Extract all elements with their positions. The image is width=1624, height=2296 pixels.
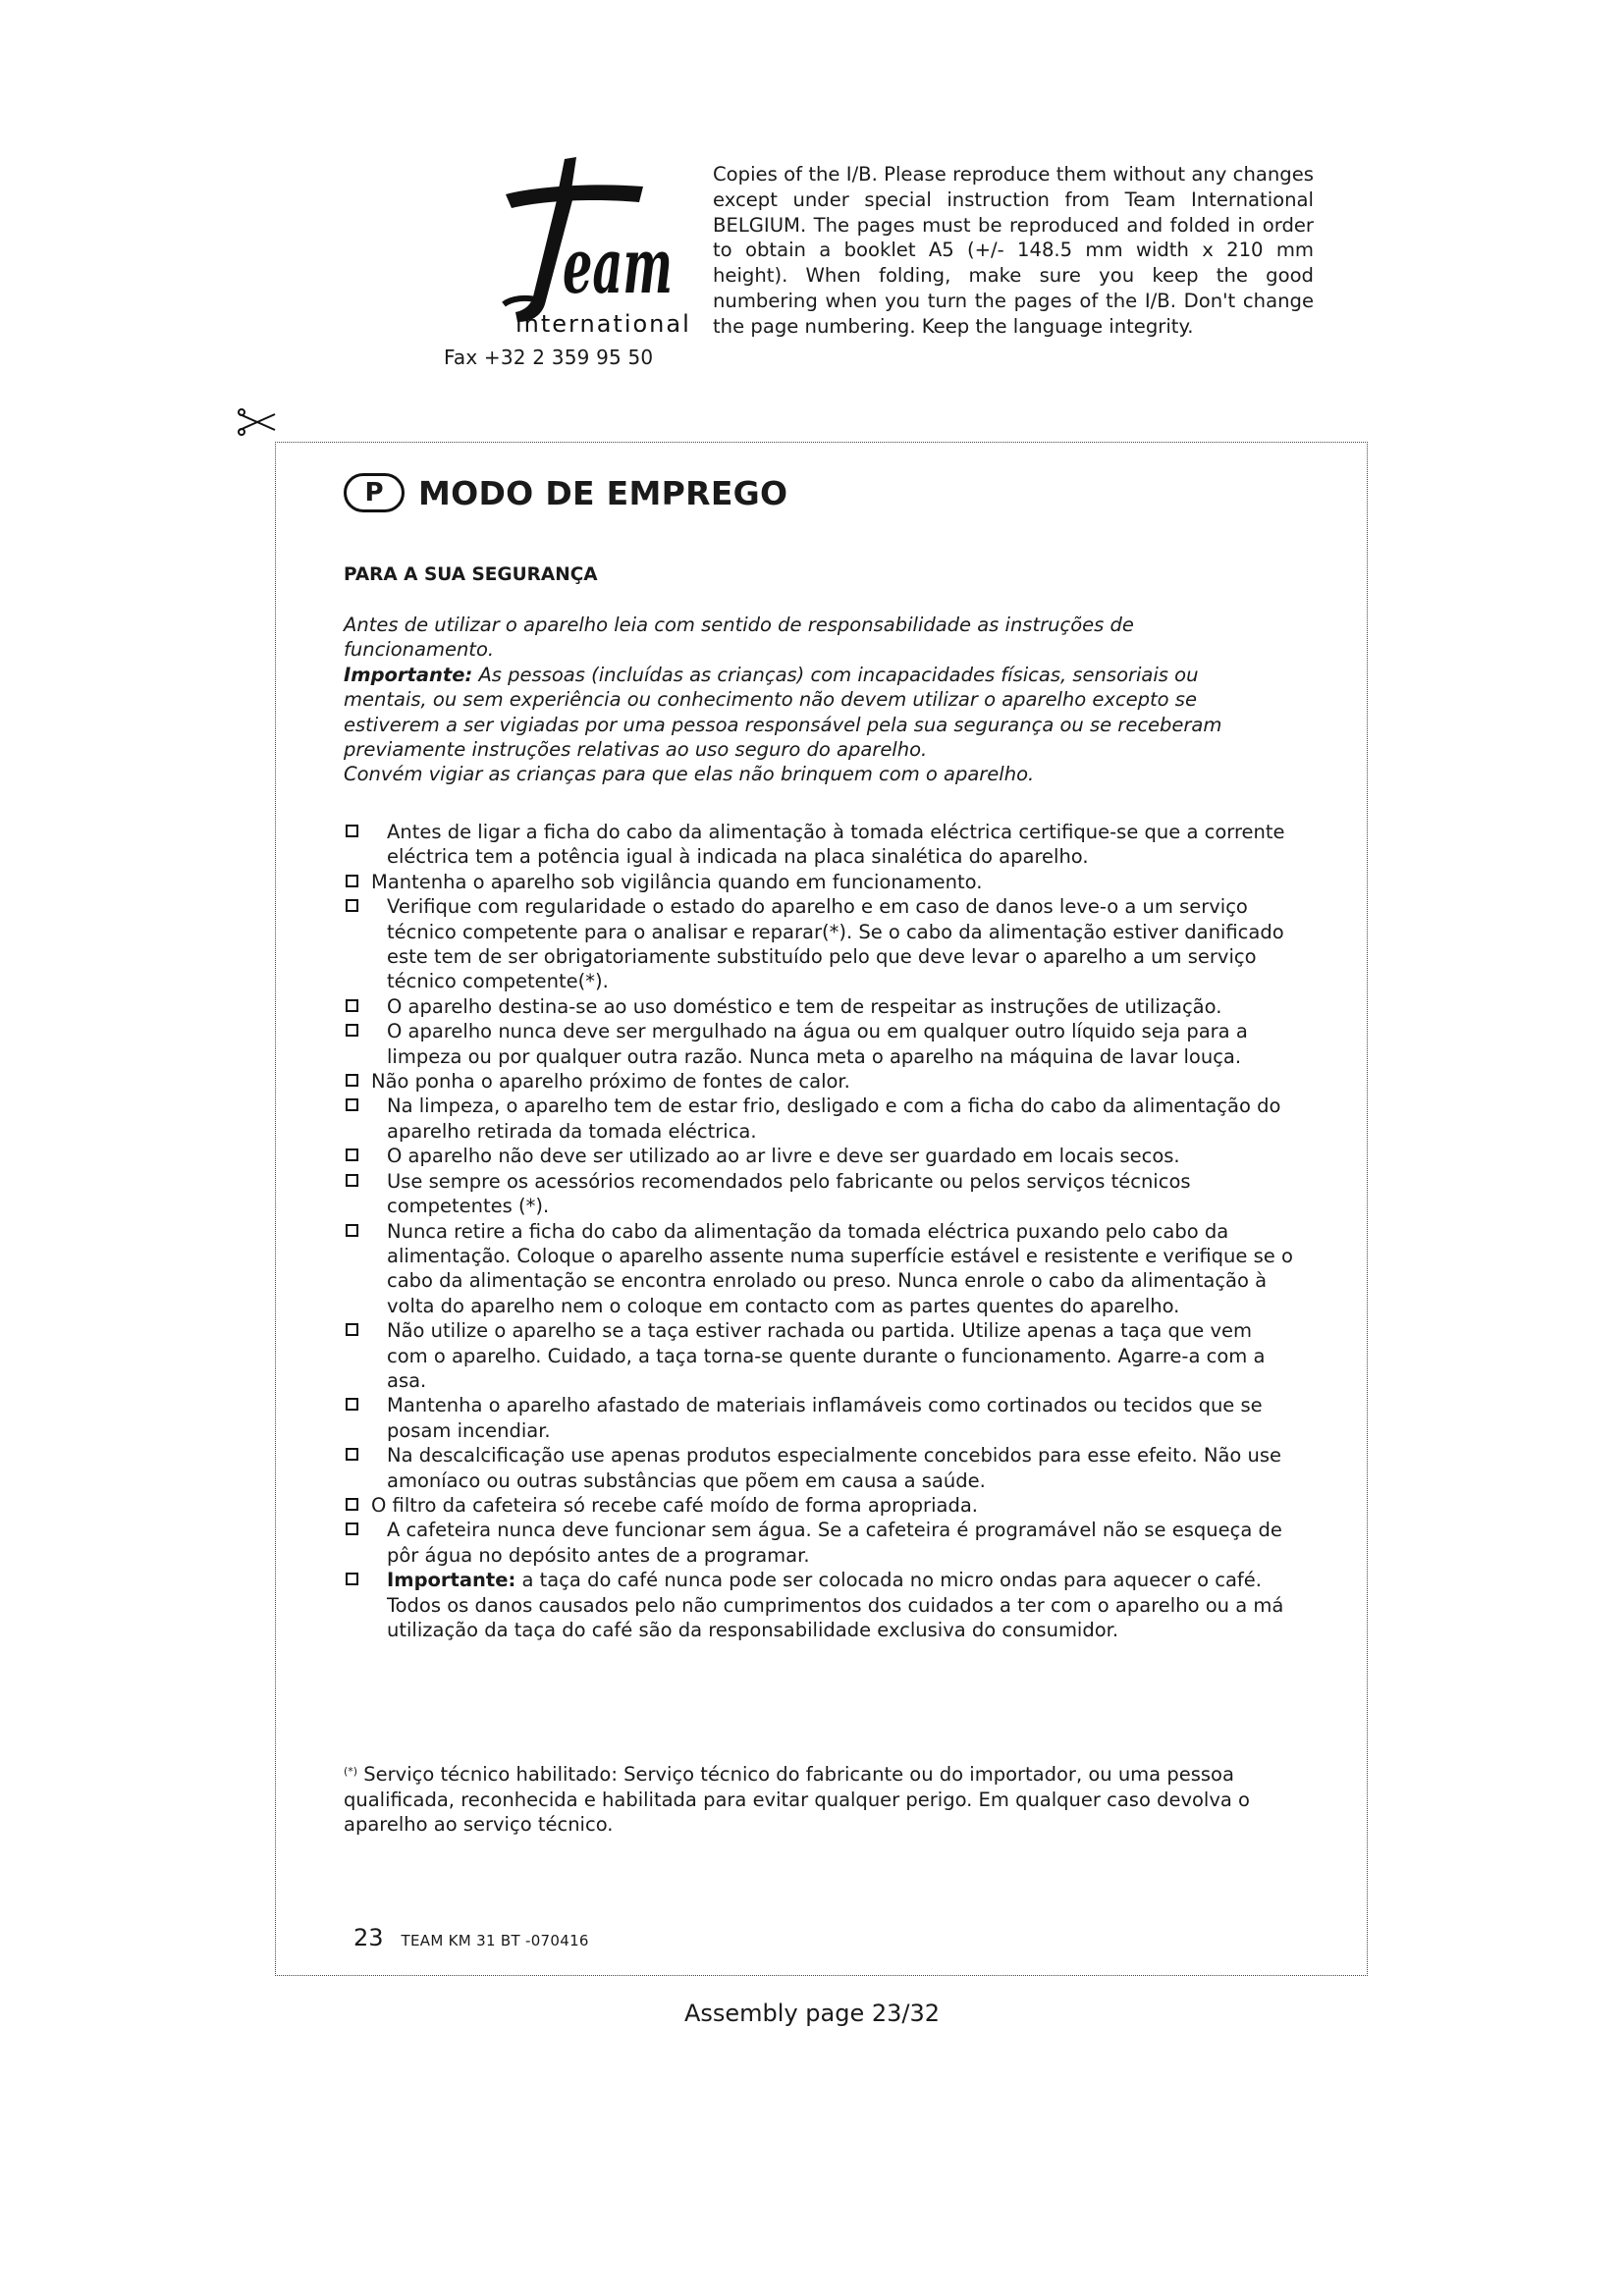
important-label: Importante:	[387, 1569, 516, 1592]
checkbox-icon	[346, 1448, 358, 1461]
list-item-text: O aparelho não deve ser utilizado ao ar livre e deve ser guardado em locais secos.	[387, 1145, 1180, 1168]
list-item	[344, 1219, 1296, 1319]
checkbox-icon	[346, 1498, 358, 1511]
list-item	[344, 1094, 1296, 1144]
list-item-text: Mantenha o aparelho afastado de materiais inflamáveis como cortinados ou tecidos que se posam incendiar.	[387, 1394, 1263, 1442]
important-label: Importante:	[344, 663, 473, 686]
checkbox-icon	[346, 1522, 358, 1535]
list-item	[344, 1144, 1296, 1168]
reproduction-instructions: Copies of the I/B. Please reproduce them without any changes except under special instruction from Team International BELGIUM. The pages must be reproduced and folded in order to obtain a booklet A5 (+/- 148.5 mm width x 210 mm height). When folding, make sure you keep the good numbering when you turn the pages of the I/B. Don't change the page numbering. Keep the language integrity.	[713, 163, 1314, 338]
footnote-mark: (*)	[344, 1765, 358, 1778]
list-item-text: Use sempre os acessórios recomendados pelo fabricante ou pelos serviços técnicos competentes (*).	[387, 1169, 1191, 1218]
list-item-text: Na descalcificação use apenas produtos especialmente concebidos para esse efeito. Não use amoníaco ou outras substâncias que põem em causa a saúde.	[387, 1444, 1282, 1492]
children-paragraph: Convém vigiar as crianças para que elas não brinquem com o aparelho.	[344, 763, 1035, 786]
checkbox-icon	[346, 1174, 358, 1187]
footnote	[344, 1762, 1304, 1838]
important-paragraph	[344, 663, 1267, 763]
list-item-text: A cafeteira nunca deve funcionar sem água. Se a cafeteira é programável não se esqueça de pôr água no depósito antes de a programar.	[387, 1519, 1282, 1567]
section-heading: PARA A SUA SEGURANÇA	[344, 564, 598, 585]
page-title-row	[344, 469, 787, 516]
list-item	[344, 1443, 1296, 1493]
list-item	[344, 820, 1296, 870]
svg-text:eam: eam	[563, 222, 673, 311]
list-item	[344, 994, 1296, 1019]
assembly-page-label: Assembly page 23/32	[683, 2000, 941, 2027]
important-text: As pessoas (incluídas as crianças) com incapacidades físicas, sensoriais ou mentais, ou sem experiência ou conhecimento não devem utilizar o aparelho excepto se estiverem a ser vigiadas por uma pessoa responsável pela sua segurança ou se receberam previamente instruções relativas ao uso seguro do aparelho.	[344, 663, 1222, 762]
list-item	[344, 1019, 1296, 1069]
list-item	[344, 1493, 1296, 1518]
list-item	[344, 1393, 1296, 1443]
list-item-text: Na limpeza, o aparelho tem de estar frio, desligado e com a ficha do cabo da alimentação do aparelho retirada da tomada eléctrica.	[387, 1095, 1281, 1143]
checkbox-icon	[346, 1098, 358, 1111]
list-item	[344, 1568, 1296, 1642]
language-badge: P	[344, 473, 405, 512]
checkbox-icon	[346, 1148, 358, 1161]
checkbox-icon	[346, 999, 358, 1012]
list-item	[344, 870, 1296, 894]
list-item	[344, 1318, 1296, 1393]
list-item	[344, 1518, 1296, 1568]
checkbox-icon	[346, 875, 358, 887]
checkbox-icon	[346, 1224, 358, 1237]
safety-list	[344, 820, 1296, 1642]
list-item-text: a taça do café nunca pode ser colocada no micro ondas para aquecer o café. Todos os danos causados pelo não cumprimentos dos cuidados a ter com o aparelho ou a má utilização da taça do café são da responsabilidade exclusiva do consumidor.	[387, 1569, 1284, 1641]
list-item-text: Mantenha o aparelho sob vigilância quando em funcionamento.	[371, 870, 983, 893]
footnote-text: Serviço técnico habilitado: Serviço técnico do fabricante ou do importador, ou uma pessoa qualificada, reconhecida e habilitada para evitar qualquer perigo. Em qualquer caso devolva o aparelho ao serviço técnico.	[344, 1763, 1250, 1837]
list-item	[344, 1069, 1296, 1094]
list-item-text: Verifique com regularidade o estado do aparelho e em caso de danos leve-o a um serviço técnico competente para o analisar e reparar(*). Se o cabo da alimentação estiver danificado este tem de ser obrigatoriamente substituído pelo que deve levar o aparelho a um serviço técnico competente(*).	[387, 895, 1284, 993]
list-item	[344, 894, 1296, 994]
model-code: TEAM KM 31 BT -070416	[401, 1932, 589, 1949]
list-item-text: O aparelho destina-se ao uso doméstico e tem de respeitar as instruções de utilização.	[387, 994, 1222, 1018]
checkbox-icon	[346, 1074, 358, 1087]
intro-text	[344, 613, 1267, 787]
team-international-logo	[447, 157, 691, 339]
checkbox-icon	[346, 1024, 358, 1037]
checkbox-icon	[346, 1398, 358, 1411]
list-item-text: Não utilize o aparelho se a taça estiver rachada ou partida. Utilize apenas a taça que vem com o aparelho. Cuidado, a taça torna-se quente durante o funcionamento. Agarre-a com a asa.	[387, 1319, 1266, 1392]
page-title: MODO DE EMPREGO	[418, 473, 788, 512]
page-footer	[353, 1924, 589, 1951]
list-item-text: Não ponha o aparelho próximo de fontes de calor.	[371, 1070, 850, 1094]
checkbox-icon	[346, 825, 358, 837]
fax-number: Fax +32 2 359 95 50	[444, 346, 654, 369]
list-item	[344, 1169, 1296, 1219]
svg-text:international: international	[515, 310, 691, 338]
list-item-text: O aparelho nunca deve ser mergulhado na água ou em qualquer outro líquido seja para a limpeza ou por qualquer outra razão. Nunca meta o aparelho na máquina de lavar louça.	[387, 1020, 1248, 1068]
list-item-text: O filtro da cafeteira só recebe café moído de forma apropriada.	[371, 1493, 978, 1517]
checkbox-icon	[346, 1573, 358, 1585]
intro-paragraph: Antes de utilizar o aparelho leia com sentido de responsabilidade as instruções de funcionamento.	[344, 614, 1134, 662]
checkbox-icon	[346, 899, 358, 912]
scissors-icon	[236, 408, 279, 436]
page-number: 23	[353, 1924, 384, 1951]
list-item-text: Nunca retire a ficha do cabo da alimentação da tomada eléctrica puxando pelo cabo da alimentação. Coloque o aparelho assente numa superfície estável e resistente e verifique se o cabo da alimentação se encontra enrolado ou preso. Nunca enrole o cabo da alimentação à volta do aparelho nem o coloque em contacto com as partes quentes do aparelho.	[387, 1219, 1293, 1317]
list-item-text: Antes de ligar a ficha do cabo da alimentação à tomada eléctrica certifique-se que a corrente eléctrica tem a potência igual à indicada na placa sinalética do aparelho.	[387, 821, 1285, 869]
checkbox-icon	[346, 1323, 358, 1336]
